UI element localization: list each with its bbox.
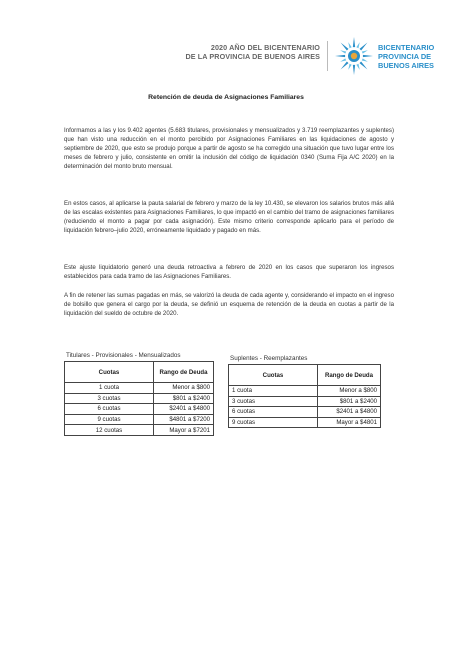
table1-caption: Titulares - Provisionales - Mensualizados: [66, 352, 181, 359]
bicentenario-brand-text: [378, 43, 452, 70]
header-cuotas: Cuotas: [65, 362, 154, 383]
header-right-line2: PROVINCIA DE: [378, 52, 432, 61]
table-row: [229, 417, 381, 428]
cell-rango: $4801 a $7200: [154, 414, 214, 425]
paragraph-3: Este ajuste liquidatorio generó una deuda retroactiva a febrero de 2020 en los casos que superaron los ingresos establecidos para cada tramo de las Asignaciones Familiares.: [64, 264, 394, 280]
table-row: [65, 425, 214, 436]
header-cuotas: Cuotas: [229, 365, 318, 386]
cell-cuotas: 6 cuotas: [65, 404, 154, 415]
cell-cuotas: 3 cuotas: [229, 396, 318, 407]
sun-ray-icon: [341, 61, 349, 69]
cell-rango: Menor a $800: [318, 386, 381, 397]
table-titulares: [64, 361, 214, 436]
cell-cuotas: 9 cuotas: [229, 417, 318, 428]
cell-rango: Mayor a $7201: [154, 425, 214, 436]
header-right-line1: BICENTENARIO: [378, 43, 435, 52]
table-suplentes: [228, 364, 381, 428]
sun-ray-icon: [348, 42, 351, 48]
table-row: [229, 407, 381, 418]
sun-ray-icon: [341, 43, 349, 51]
header-rango: Rango de Deuda: [154, 362, 214, 383]
paragraph-2: En estos casos, al aplicarse la pauta salarial de febrero y marzo de la ley 10.430, se elevaron los salarios brutos más allá de las escalas existentes para Asignaciones Familiares, lo que impactó en el cambio del tramo de asignaciones familiares (reduciendo el monto a pagar por cada asignación). Este mismo criterio corresponde aplicarlo para el período de liquidación febrero–julio 2020, erróneamente liquidado y pagado en más.: [64, 200, 394, 234]
table-row: [229, 386, 381, 397]
paragraph-1: Informamos a las y los 9.402 agentes (5.683 titulares, provisionales y mensualizados y 3.719 reemplazantes y suplentes) que han visto una reducción en el monto percibido por Asignaciones Familiares en las liquidaciones de agosto y septiembre de 2020, que esto se produjo porque a partir de agosto se ha corregido una situación que tuvo lugar entre los meses de febrero y julio, consistente en omitir la inclusión del código de liquidación 0340 (Suma Fija A/C 2020) en la determinación del monto bruto mensual.: [64, 127, 394, 170]
bicentenario-year-text: [160, 43, 320, 61]
sun-ray-icon: [359, 61, 367, 69]
table-header-row: [229, 365, 381, 386]
header: [150, 35, 450, 79]
sun-ray-icon: [363, 55, 373, 57]
cell-cuotas: 6 cuotas: [229, 407, 318, 418]
paragraph-4: A fin de retener las sumas pagadas en más, se valorizó la deuda de cada agente y, considerando el impacto en el ingreso de bolsillo que genera el cargo por la deuda, se definió un esquema de retención de la deuda en cuotas a partir de la liquidación del sueldo de octubre de 2020.: [64, 292, 394, 317]
sun-ray-icon: [335, 55, 345, 57]
cell-cuotas: 12 cuotas: [65, 425, 154, 436]
table-row: [65, 414, 214, 425]
sun-ray-icon: [348, 64, 351, 70]
cell-cuotas: 1 cuota: [65, 383, 154, 394]
sun-ray-icon: [340, 50, 346, 53]
cell-rango: $801 a $2400: [154, 393, 214, 404]
sun-ray-icon: [356, 42, 359, 48]
cell-rango: $2401 a $4800: [154, 404, 214, 415]
table-row: [65, 393, 214, 404]
table-row: [65, 404, 214, 415]
table-row: [229, 396, 381, 407]
sun-emblem-icon: [333, 35, 375, 77]
cell-rango: $801 a $2400: [318, 396, 381, 407]
table2-caption: Suplentes - Reemplazantes: [230, 355, 308, 362]
cell-rango: $2401 a $4800: [318, 407, 381, 418]
sun-ray-icon: [362, 50, 368, 53]
header-left-line1: 2020 AÑO DEL BICENTENARIO: [210, 43, 320, 52]
sun-ray-icon: [353, 65, 355, 75]
cell-cuotas: 9 cuotas: [65, 414, 154, 425]
document-title: Retención de deuda de Asignaciones Familiares: [148, 94, 304, 101]
table-row: [65, 383, 214, 394]
cell-cuotas: 1 cuota: [229, 386, 318, 397]
sun-ray-icon: [356, 64, 359, 70]
sun-ray-icon: [359, 43, 367, 51]
sun-ray-icon: [340, 58, 346, 61]
cell-cuotas: 3 cuotas: [65, 393, 154, 404]
sun-ray-icon: [353, 37, 355, 47]
cell-rango: Mayor a $4801: [318, 417, 381, 428]
cell-rango: Menor a $800: [154, 383, 214, 394]
header-divider: [327, 41, 328, 71]
header-left-line2: DE LA PROVINCIA DE BUENOS AIRES: [185, 52, 320, 61]
header-right-line3: BUENOS AIRES: [378, 61, 434, 70]
header-rango: Rango de Deuda: [318, 365, 381, 386]
sun-ray-icon: [362, 58, 368, 61]
table-header-row: [65, 362, 214, 383]
